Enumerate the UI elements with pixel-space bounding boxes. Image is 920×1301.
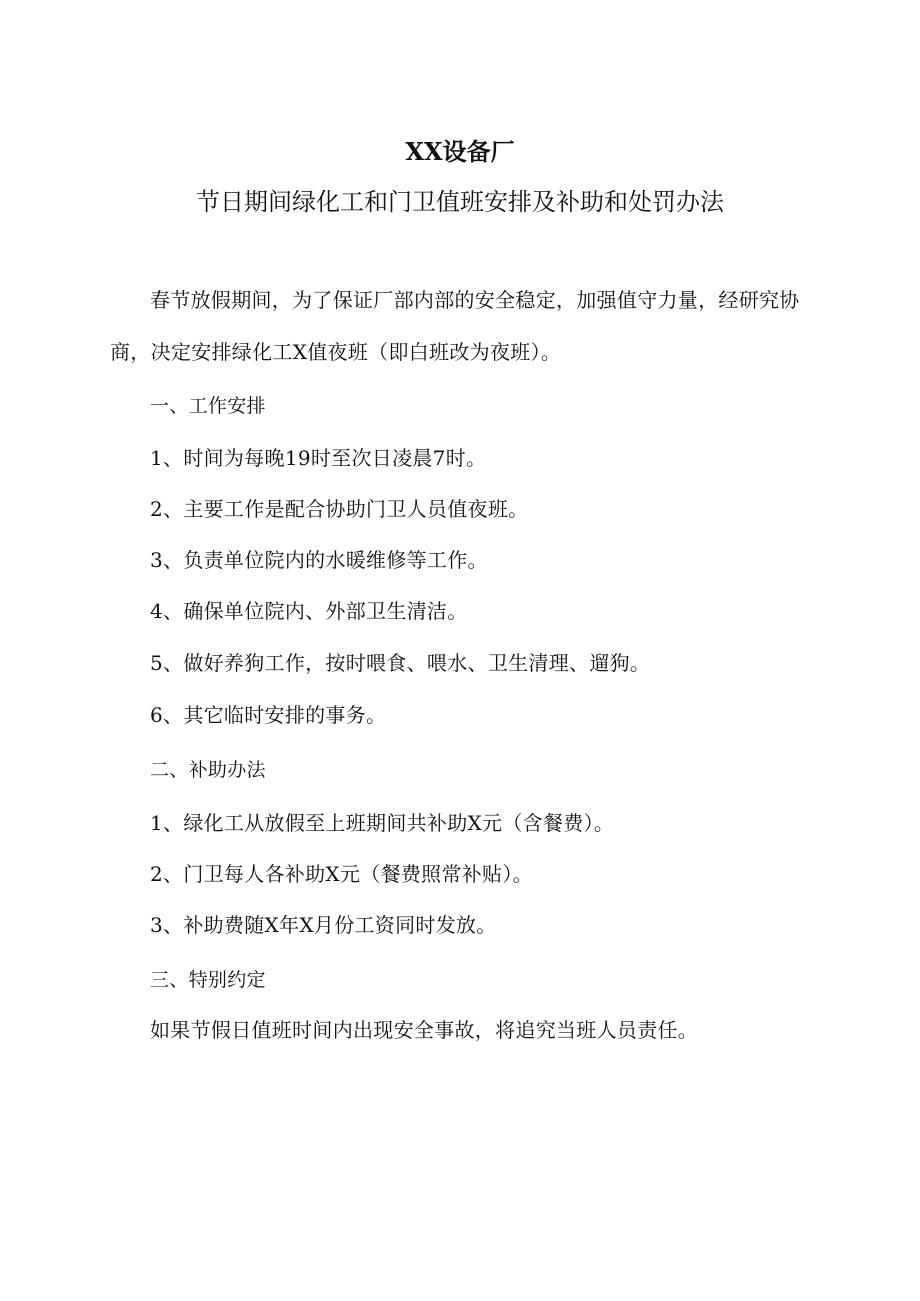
document-title: XX设备厂	[405, 137, 515, 166]
list-item: 4、确保单位院内、外部卫生清洁。	[150, 599, 468, 623]
intro-paragraph: 春节放假期间，为了保证厂部内部的安全稳定，加强值守力量，经研究协商，决定安排绿化工X值夜班（即白班改为夜班）。	[110, 288, 800, 364]
list-item: 1、绿化工从放假至上班期间共补助X元（含餐费）。	[150, 811, 615, 835]
list-item: 5、做好养狗工作，按时喂食、喂水、卫生清理、遛狗。	[150, 651, 651, 675]
list-item: 2、门卫每人各补助X元（餐费照常补贴）。	[150, 862, 533, 886]
list-item: 3、补助费随X年X月份工资同时发放。	[150, 913, 497, 937]
section-heading-subsidy: 二、补助办法	[150, 759, 266, 781]
list-item: 2、主要工作是配合协助门卫人员值夜班。	[150, 497, 529, 521]
list-item: 3、负责单位院内的水暖维修等工作。	[150, 548, 488, 572]
document-subtitle: 节日期间绿化工和门卫值班安排及补助和处罚办法	[196, 188, 724, 216]
title-block	[0, 134, 920, 220]
agreement-text: 如果节假日值班时间内出现安全事故，将追究当班人员责任。	[150, 1018, 699, 1042]
section-heading-special-agreement: 三、特别约定	[150, 969, 266, 991]
list-item: 6、其它临时安排的事务。	[150, 703, 387, 727]
section-heading-work-arrangement: 一、工作安排	[150, 395, 266, 417]
list-item: 1、时间为每晚19时至次日凌晨7时。	[150, 446, 487, 470]
